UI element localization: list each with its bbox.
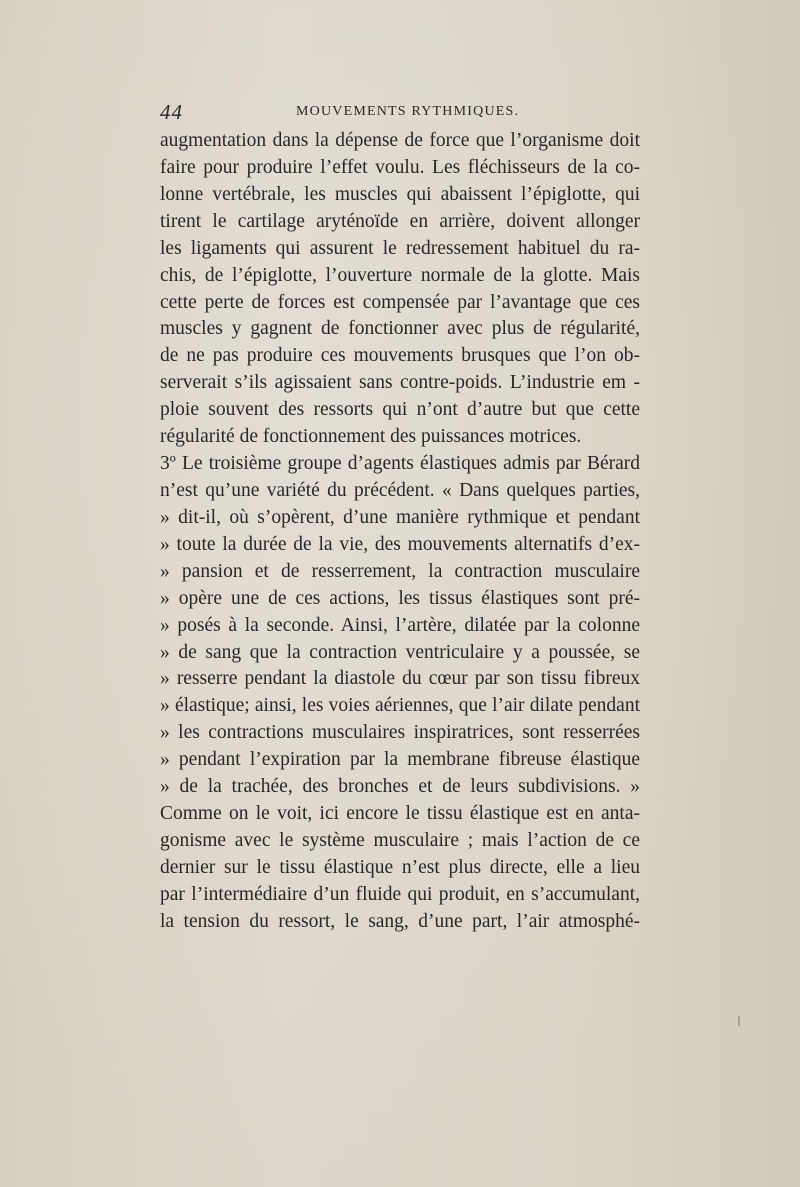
- text-line: la tension du ressort, le sang, d’une part, l’air atmosphé-: [160, 910, 640, 932]
- text-line: augmentation dans la dépense de force que l’organisme doit: [160, 130, 640, 151]
- text-line: 3º Le troisième groupe d’agents élastiques admis par Bérard: [160, 453, 640, 475]
- text-line: Comme on le voit, ici encore le tissu élastique est en anta-: [160, 803, 640, 825]
- text-line: » resserre pendant la diastole du cœur par son tissu fibreux: [160, 668, 640, 690]
- page-number: 44: [160, 100, 183, 124]
- text-line: » dit-il, où s’opèrent, d’une manière rythmique et pendant: [160, 506, 640, 528]
- text-line: lonne vertébrale, les muscles qui abaissent l’épiglotte, qui: [160, 183, 640, 205]
- text-line: » de sang que la contraction ventriculaire y a poussée, se: [160, 641, 640, 663]
- text-line: de ne pas produire ces mouvements brusques que l’on ob-: [160, 345, 640, 367]
- running-title: MOUVEMENTS RYTHMIQUES.: [296, 104, 520, 119]
- text-line: » opère une de ces actions, les tissus élastiques sont pré-: [160, 587, 640, 609]
- text-line: n’est qu’une variété du précédent. « Dans quelques parties,: [160, 479, 640, 501]
- text-line: gonisme avec le système musculaire ; mais l’action de ce: [160, 829, 640, 851]
- text-line: faire pour produire l’effet voulu. Les fléchisseurs de la co-: [160, 156, 640, 178]
- text-line: ploie souvent des ressorts qui n’ont d’autre but que cette: [160, 399, 640, 421]
- text-line: régularité de fonctionnement des puissances motrices.: [160, 426, 582, 448]
- text-line: » les contractions musculaires inspiratrices, sont resserrées: [160, 722, 640, 744]
- text-line: chis, de l’épiglotte, l’ouverture normale de la glotte. Mais: [160, 264, 640, 286]
- text-line: » pansion et de resserrement, la contraction musculaire: [160, 560, 640, 582]
- text-line: » toute la durée de la vie, des mouvements alternatifs d’ex-: [160, 533, 640, 555]
- text-line: cette perte de forces est compensée par l’avantage que ces: [160, 291, 640, 313]
- text-line: » élastique; ainsi, les voies aériennes, que l’air dilate pendant: [160, 695, 640, 717]
- text-line: tirent le cartilage aryténoïde en arrière, doivent allonger: [160, 210, 640, 232]
- paper-speck: [738, 1016, 740, 1026]
- body-text: [160, 128, 640, 936]
- text-line: » pendant l’expiration par la membrane fibreuse élastique: [160, 749, 640, 771]
- text-line: par l’intermédiaire d’un fluide qui produit, en s’accumulant,: [160, 883, 640, 905]
- text-line: » de la trachée, des bronches et de leurs subdivisions. »: [160, 776, 640, 798]
- text-line: muscles y gagnent de fonctionner avec plus de régularité,: [160, 318, 640, 340]
- text-line: les ligaments qui assurent le redressement habituel du ra-: [160, 237, 640, 259]
- page-header: [160, 100, 640, 124]
- text-line: dernier sur le tissu élastique n’est plus directe, elle a lieu: [160, 856, 640, 878]
- text-line: serverait s’ils agissaient sans contre-poids. L’industrie em -: [160, 372, 640, 394]
- text-line: » posés à la seconde. Ainsi, l’artère, dilatée par la colonne: [160, 614, 640, 636]
